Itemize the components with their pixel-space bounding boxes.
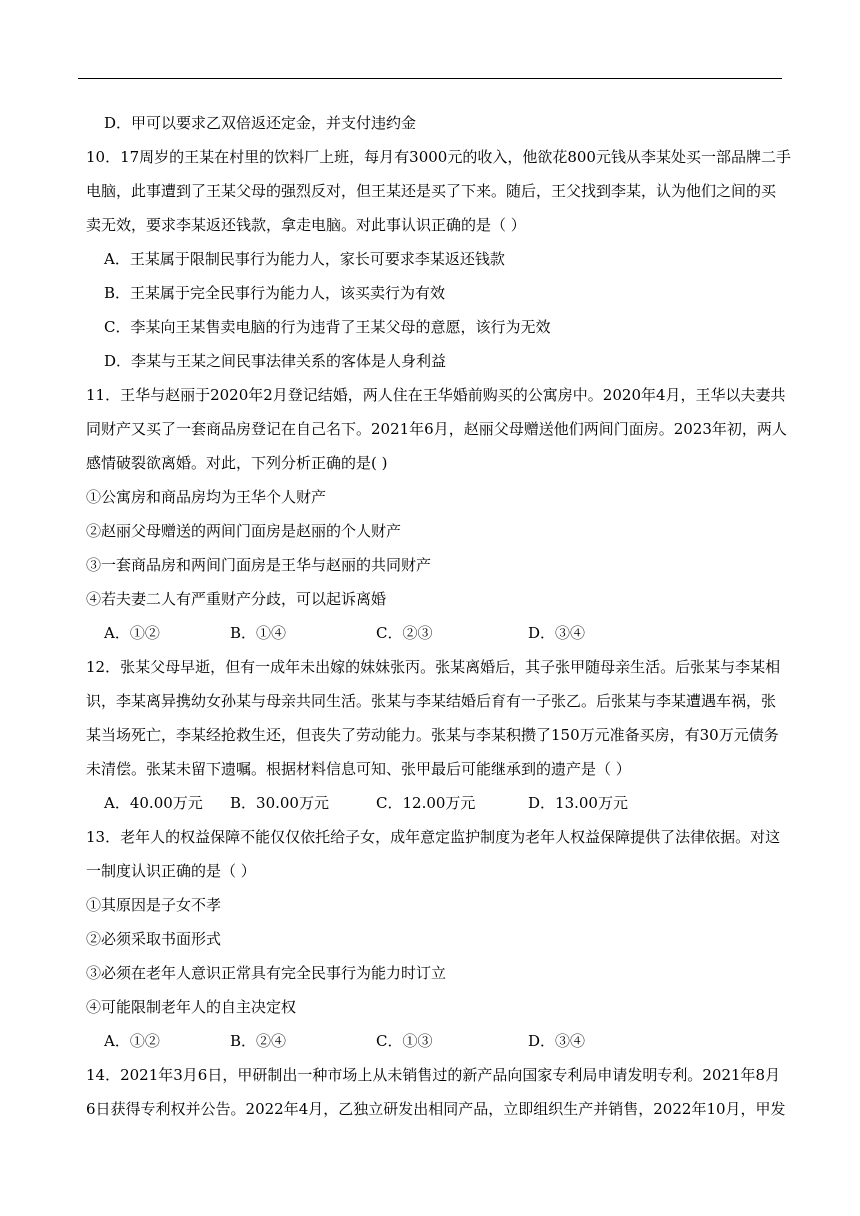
q11-item-1: ①公寓房和商品房均为王华个人财产	[86, 488, 327, 506]
q11-item-3: ③一套商品房和两间门面房是王华与赵丽的共同财产	[86, 556, 432, 574]
q13-choice-c: C．①③	[376, 1032, 433, 1050]
q10-option-b: B．王某属于完全民事行为能力人，该买卖行为有效	[104, 284, 446, 302]
q12-stem-line: 识，李某离异携幼女孙某与母亲共同生活。张某与李某结婚后育有一子张乙。后张某与李某遭遇车祸，张	[86, 692, 777, 710]
q13-choice-a: A．①②	[104, 1032, 160, 1050]
question-13	[86, 820, 782, 1058]
q11-choice-d: D．③④	[528, 624, 586, 642]
q13-choice-b: B．②④	[230, 1032, 287, 1050]
q13-item-4: ④可能限制老年人的自主决定权	[86, 998, 297, 1016]
q13-stem-line: 一制度认识正确的是（ ）	[86, 862, 256, 880]
question-14	[86, 1058, 786, 1126]
q10-option-a: A．王某属于限制民事行为能力人，家长可要求李某返还钱款	[104, 250, 505, 268]
q10-stem-line: 卖无效，要求李某返还钱款，拿走电脑。对此事认识正确的是（ ）	[86, 216, 526, 234]
q12-stem-line: 12．张某父母早逝，但有一成年未出嫁的妹妹张丙。张某离婚后，其子张甲随母亲生活。后张某与李某相	[86, 658, 781, 676]
question-11	[86, 378, 787, 650]
q10-stem-line: 10．17周岁的王某在村里的饮料厂上班，每月有3000元的收入，他欲花800元钱从李某处买一部品牌二手	[86, 148, 791, 166]
q12-choice-a: A．40.00万元	[104, 794, 203, 812]
q11-choice-c: C．②③	[376, 624, 433, 642]
q11-item-2: ②赵丽父母赠送的两间门面房是赵丽的个人财产	[86, 522, 402, 540]
q12-stem-line: 某当场死亡，李某经抢救生还，但丧失了劳动能力。张某与李某积攒了150万元准备买房，有30万元债务	[86, 726, 779, 744]
q9-option-d: D．甲可以要求乙双倍返还定金，并支付违约金	[104, 114, 417, 132]
q12-choice-d: D．13.00万元	[528, 794, 628, 812]
question-10	[86, 140, 791, 378]
q11-choice-a: A．①②	[104, 624, 160, 642]
q12-choice-b: B．30.00万元	[230, 794, 329, 812]
q12-choices	[86, 786, 782, 820]
q13-item-1: ①其原因是子女不孝	[86, 896, 222, 914]
q11-stem-line: 感情破裂欲离婚。对此，下列分析正确的是( )	[86, 454, 388, 472]
header-rule	[78, 78, 782, 79]
question-12	[86, 650, 782, 820]
q10-option-c: C．李某向王某售卖电脑的行为违背了王某父母的意愿，该行为无效	[104, 318, 551, 336]
q10-option-d: D．李某与王某之间民事法律关系的客体是人身利益	[104, 352, 447, 370]
q11-choice-b: B．①④	[230, 624, 287, 642]
q13-stem-line: 13．老年人的权益保障不能仅仅依托给子女，成年意定监护制度为老年人权益保障提供了法律依据。对这	[86, 828, 781, 846]
q11-stem-line: 11．王华与赵丽于2020年2月登记结婚，两人住在王华婚前购买的公寓房中。2020年4月，王华以夫妻共	[86, 386, 786, 404]
question-content	[86, 106, 791, 1126]
q13-item-2: ②必须采取书面形式	[86, 930, 222, 948]
q13-choices	[86, 1024, 782, 1058]
q11-item-4: ④若夫妻二人有严重财产分歧，可以起诉离婚	[86, 590, 387, 608]
q12-choice-c: C．12.00万元	[376, 794, 476, 812]
q11-stem-line: 同财产又买了一套商品房登记在自己名下。2021年6月，赵丽父母赠送他们两间门面房。2023年初，两人	[86, 420, 787, 438]
q12-stem-line: 未清偿。张某未留下遗嘱。根据材料信息可知、张甲最后可能继承到的遗产是（ ）	[86, 760, 631, 778]
q10-stem-line: 电脑，此事遭到了王某父母的强烈反对，但王某还是买了下来。随后，王父找到李某，认为他们之间的买	[86, 182, 777, 200]
q13-choice-d: D．③④	[528, 1032, 586, 1050]
q13-item-3: ③必须在老年人意识正常具有完全民事行为能力时订立	[86, 964, 447, 982]
q14-stem-line: 6日获得专利权并公告。2022年4月，乙独立研发出相同产品，立即组织生产并销售，2022年10月，甲发	[86, 1100, 786, 1118]
q14-stem-line: 14．2021年3月6日，甲研制出一种市场上从未销售过的新产品向国家专利局申请发明专利。2021年8月	[86, 1066, 781, 1084]
q11-choices	[86, 616, 782, 650]
